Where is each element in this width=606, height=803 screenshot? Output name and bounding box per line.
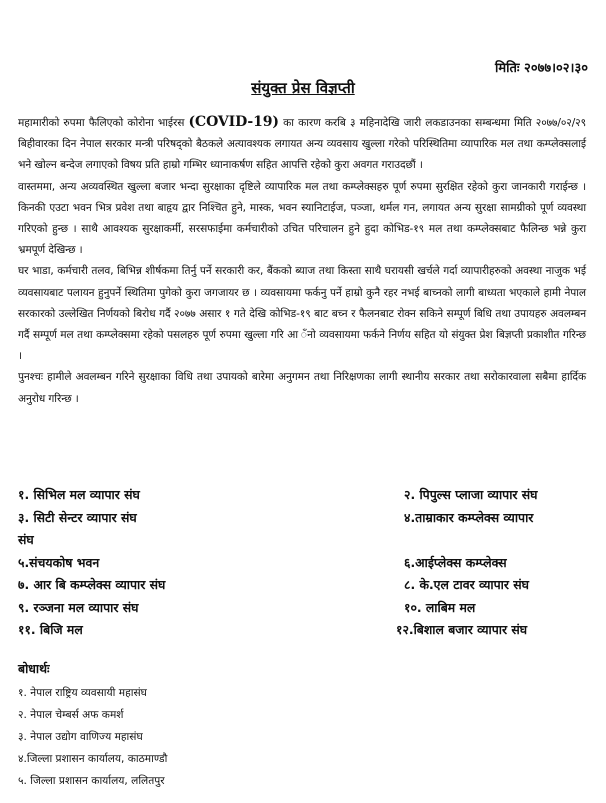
document-date: मितिः २०७७।०२।३० xyxy=(494,61,588,76)
paragraph-1-start: महामारीको रुपमा फैलिएको कोरोना भाईरस xyxy=(18,117,189,129)
org-item: २. पिपुल्स प्लाजा व्यापार संघ xyxy=(404,487,538,502)
org-row xyxy=(18,507,586,530)
org-item: ४.ताम्राकार कम्प्लेक्स व्यापार xyxy=(404,509,534,525)
paragraph-1-end: का कारण करबि ३ महिनादेखि जारी लकडाउनका सम्बन्धमा मिति २०७७/०२/२९ बिहीवारका दिन नेपाल सरकार मन्त्री परिषद्को बैठकले अत्यावश्यक लगायत अन्य व्यवसाय खुल्ला गरेको परिस्थितिमा व्यापारिक मल तथा कम्प्लेक्सलाई भने खोल्न बन्देज लगाएको विषय प्रति हाम्रो गम्भिर ध्यानाकर्षण सहित आपत्ति रहेको कुरा अवगत गराउदछौं । xyxy=(18,117,587,172)
document-body xyxy=(18,112,586,410)
cc-heading: बोधार्थः xyxy=(18,661,50,676)
org-row xyxy=(18,484,586,507)
paragraph-1 xyxy=(18,112,586,177)
org-row xyxy=(18,552,586,575)
covid-label: (COVID-19) xyxy=(188,114,279,130)
org-item: १०. लाबिम मल xyxy=(404,599,476,615)
org-row xyxy=(18,574,586,597)
paragraph-4: पुनश्चः हामीले अवलम्बन गरिने सुरक्षाका विधि तथा उपायको बारेमा अनुगमन तथा निरिक्षणका लागी स्थानीय सरकार तथा सरोकारवाला सबैमा हार्दिक अनुरोध गरिन्छ । xyxy=(18,371,586,405)
org-item: ३. सिटी सेन्टर व्यापार संघ xyxy=(18,509,137,525)
org-item: ७. आर बि कम्प्लेक्स व्यापार संघ xyxy=(18,577,166,592)
org-item: १. सिभिल मल व्यापार संघ xyxy=(18,487,140,502)
org-row xyxy=(18,597,586,620)
document-title: संयुक्त प्रेस विज्ञप्ती xyxy=(251,79,355,97)
org-item: ९. रञ्जना मल व्यापार संघ xyxy=(18,599,139,615)
org-item: ५.संचयकोष भवन xyxy=(18,554,100,570)
org-item: ८. के.एल टावर व्यापार संघ xyxy=(404,577,529,592)
org-item-continuation: संघ xyxy=(18,532,34,547)
org-item: ६.आईप्लेक्स कम्प्लेक्स xyxy=(404,554,507,570)
org-item: १२.बिशाल बजार व्यापार संघ xyxy=(396,622,528,637)
cc-item: २. नेपाल चेम्बर्स अफ कमर्श xyxy=(18,709,124,721)
cc-item: ५. जिल्ला प्रशासन कार्यालय, ललितपुर xyxy=(18,775,165,787)
cc-item: ३. नेपाल उद्योग वाणिज्य महासंघ xyxy=(18,731,143,743)
cc-item: ४.जिल्ला प्रशासन कार्यालय, काठमाण्डौ xyxy=(18,753,168,765)
cc-item: १. नेपाल राष्ट्रिय व्यवसायी महासंघ xyxy=(18,687,147,699)
signatory-organizations xyxy=(18,484,586,642)
org-item: ११. बिजि मल xyxy=(18,622,83,637)
paragraph-3: घर भाडा, कर्मचारी तलव, बिभिन्न शीर्षकमा तिर्नु पर्ने सरकारी कर, बैंकको ब्याज तथा किस्ता साथै घरायसी खर्चले गर्दा व्यापारीहरुको अवस्था नाजुक भई व्यवसायबाट पलायन हुनुपर्ने स्थितिमा पुगेको कुरा जगजायर छ । व्यवसायमा फर्कनु पर्ने हाम्रो कुनै रहर नभई बाच्नको लागी बाध्यता भएकाले हामी नेपाल सरकारको उल्लेखित निर्णयको बिरोध गर्दै २०७७ असार १ गते देखि कोभिड-१९ बाट बच्न र फैलनबाट रोक्न सकिने सम्पूर्ण बिधि तथा उपायहरु अवलम्बन गर्दै सम्पूर्ण मल तथा कम्प्लेक्समा रहेको पसलहरु पूर्ण रुपमा खुल्ला गरि आ ँनो व्यवसायमा फर्कने निर्णय सहित यो संयुक्त प्रेश बिज्ञप्ती प्रकाशीत गरिन्छ । xyxy=(18,265,586,363)
cc-list xyxy=(18,682,167,792)
org-row xyxy=(18,619,586,642)
paragraph-2: वास्तममा, अन्य अव्यवस्थित खुल्ला बजार भन्दा सुरक्षाका दृष्टिले व्यापारिक मल तथा कम्प्लेक्सहरु पूर्ण रुपमा सुरक्षित रहेको कुरा जानकारी गराईन्छ । किनकी एउटा भवन भित्र प्रवेश तथा बाहृय द्वार निश्चित हुने, मास्क, भवन स्यानिटाईज, पञ्जा, थर्मल गन, लगायत अन्य सुरक्षा सामग्रीको पूर्ण व्यवस्था गरिएको हुन्छ । साथै आवश्यक सुरक्षाकर्मी, सरसफाईमा कर्मचारीको उचित परिचालन हुने हुदा कोभिड-१९ मल तथा कम्प्लेक्सबाट फैलिन्छ भन्ने कुरा भ्रमपूर्ण देखिन्छ । xyxy=(18,180,586,257)
